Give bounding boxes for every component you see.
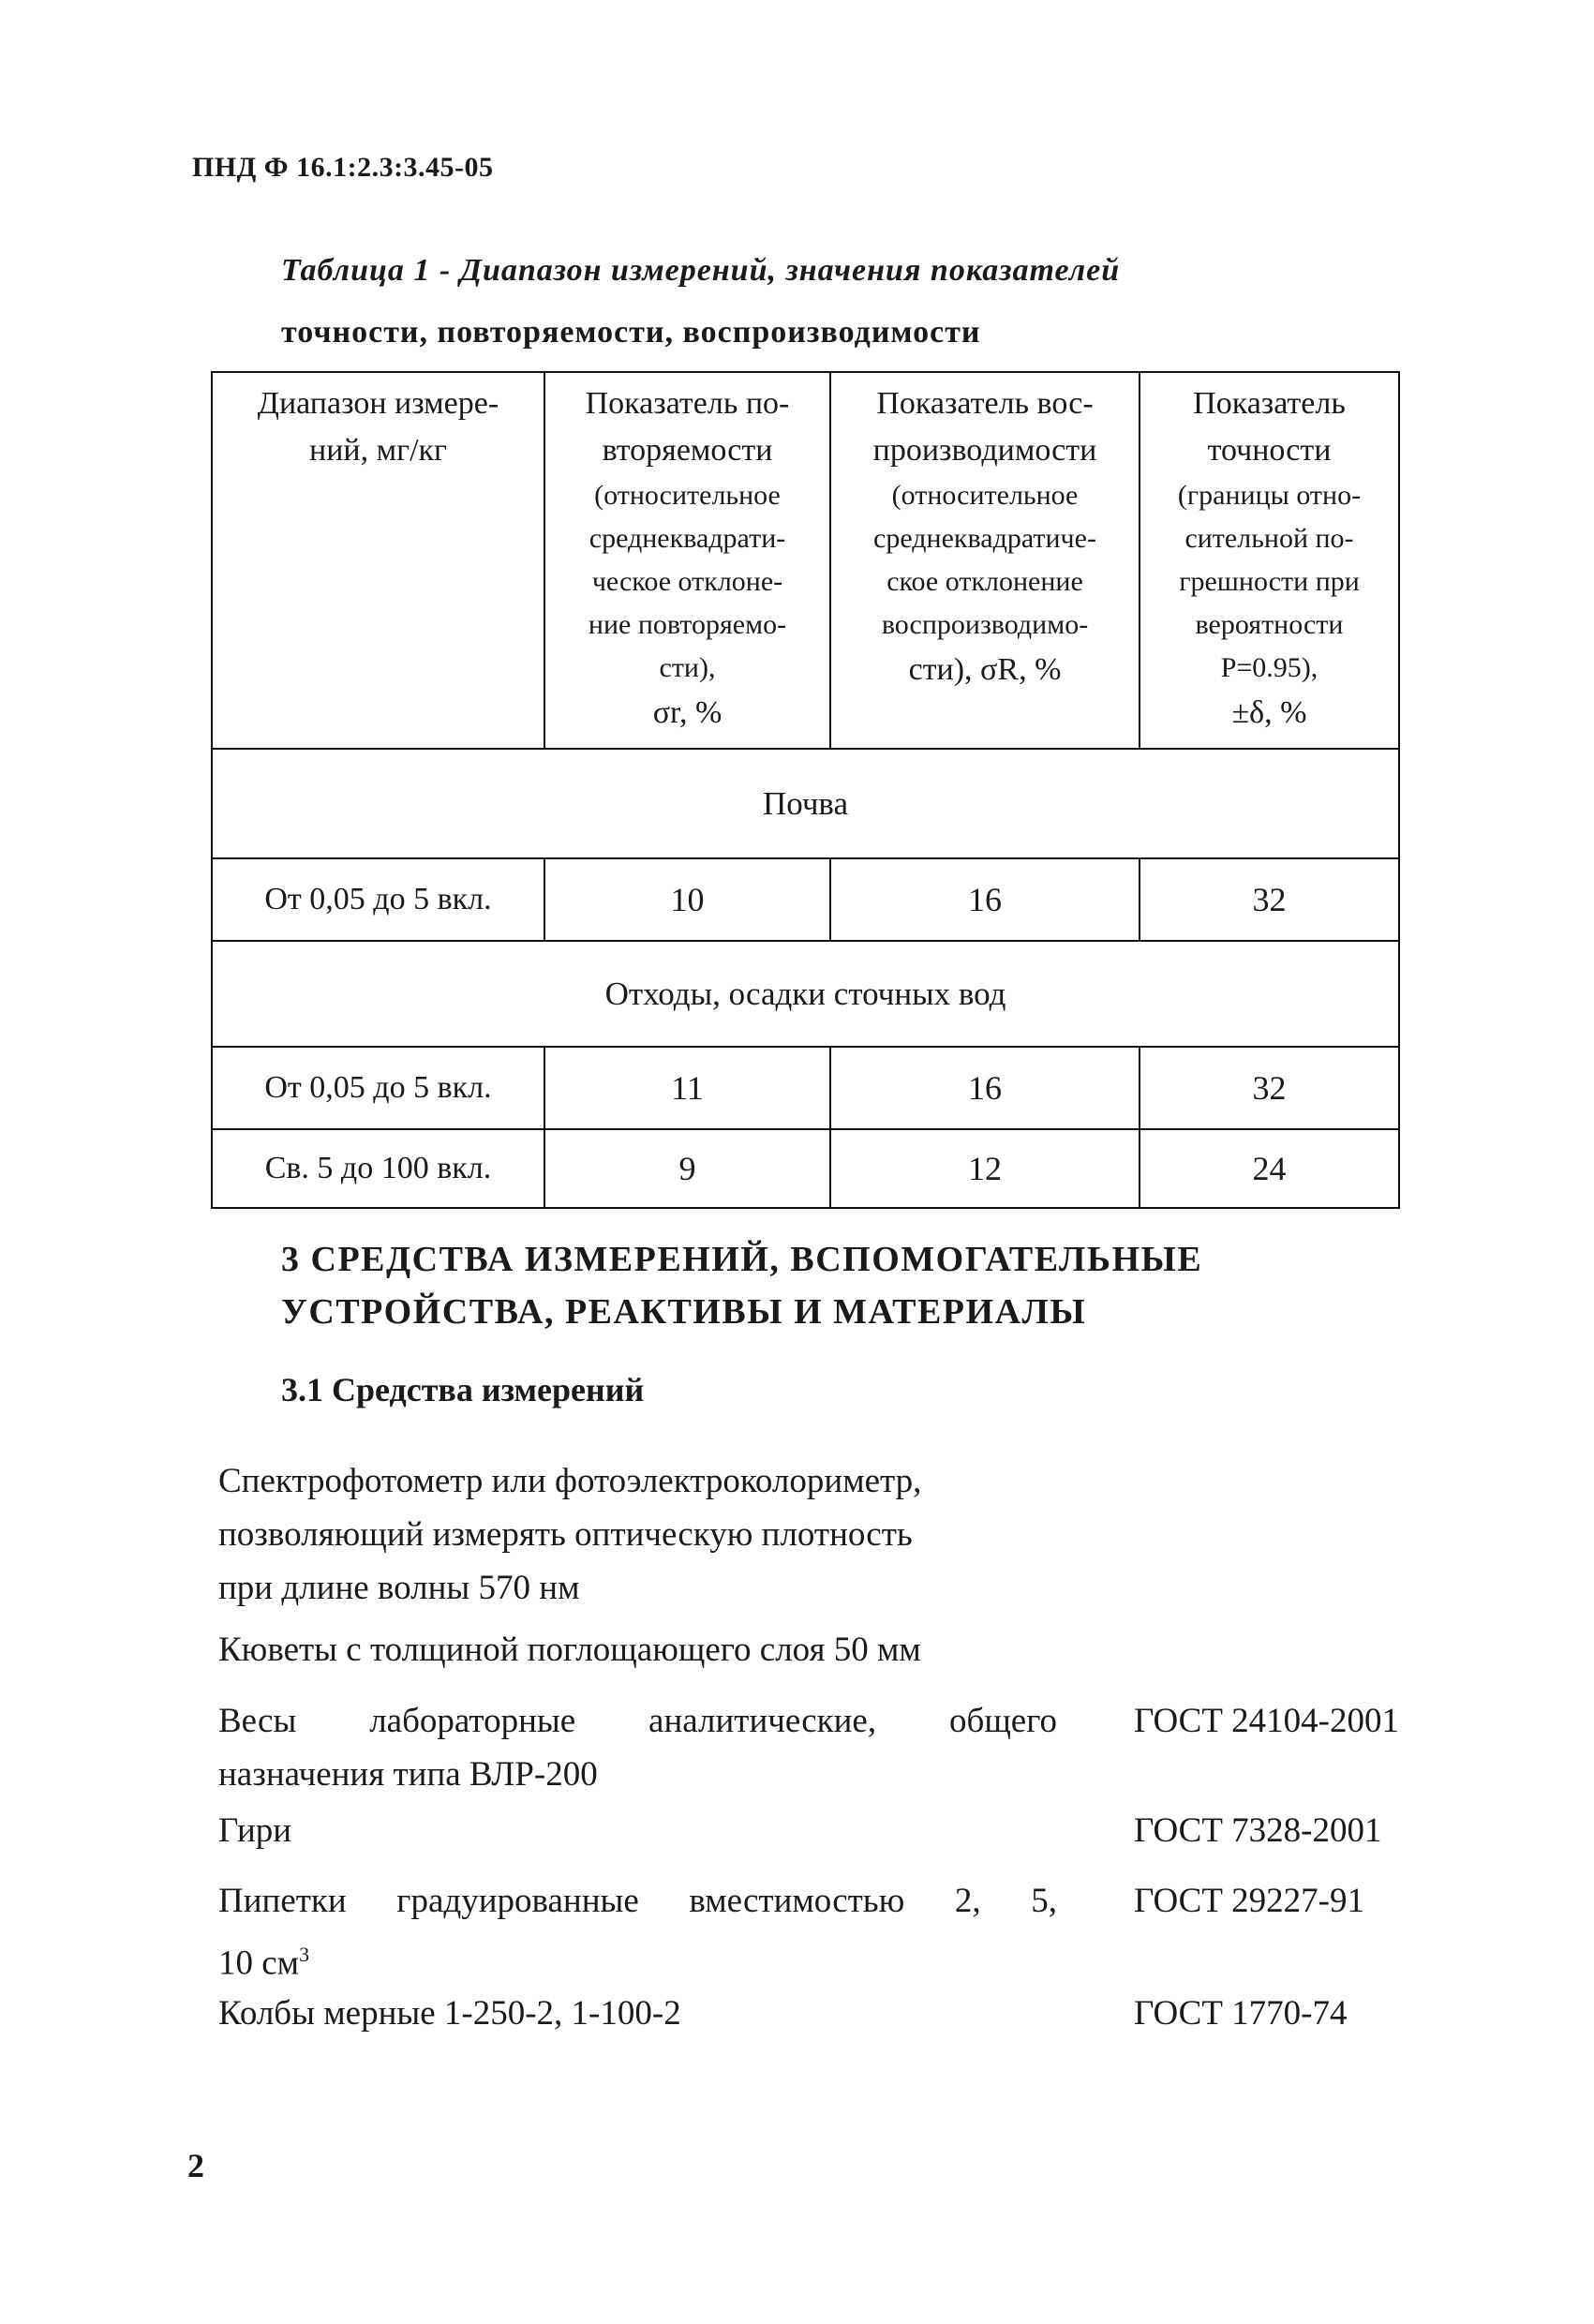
cell-reproducibility: 16: [830, 858, 1140, 941]
table-caption: [281, 240, 1359, 364]
section-soil: Почва: [212, 749, 1399, 858]
table-row: [212, 1047, 1399, 1129]
header-repeat-line1: Показатель по-: [585, 386, 790, 421]
header-range: [212, 372, 544, 749]
paragraph-line3: при длине волны 570 нм: [218, 1569, 580, 1607]
header-repeatability: [544, 372, 830, 749]
header-repeat-line7: сти),: [659, 652, 716, 683]
list-item: [218, 1874, 1057, 1989]
table-caption-line1: Таблица 1 - Диапазон измерений, значения показателей: [281, 253, 1121, 288]
section-title: [281, 1233, 1359, 1338]
header-repeat-line2: вторяемости: [602, 433, 773, 468]
table-row: [212, 858, 1399, 941]
header-range-line1: Диапазон измере-: [257, 386, 499, 421]
header-repeat-line6: ние повторяемо-: [588, 609, 787, 640]
item-line2: назначения типа ВЛР-200: [218, 1755, 598, 1794]
header-repeat-line3: (относительное: [594, 480, 781, 511]
header-accuracy-line6: вероятности: [1195, 609, 1344, 640]
cell-range: От 0,05 до 5 вкл.: [212, 858, 544, 941]
gost-reference: ГОСТ 29227-91: [1134, 1882, 1364, 1920]
gost-reference: ГОСТ 1770-74: [1134, 1994, 1348, 2033]
header-reprod-line1: Показатель вос-: [876, 386, 1094, 421]
cell-accuracy: 32: [1140, 1047, 1399, 1129]
paragraph-line2: позволяющий измерять оптическую плотность: [218, 1515, 913, 1554]
header-accuracy-line1: Показатель: [1193, 386, 1346, 421]
header-reprod-line2: производимости: [872, 433, 1097, 468]
instrument-paragraph: [218, 1454, 921, 1615]
cuvettes-line: Кюветы с толщиной поглощающего слоя 50 мм: [218, 1631, 921, 1669]
header-reprod-symbol: сти), σR, %: [908, 652, 1062, 687]
cell-repeatability: 11: [544, 1047, 830, 1129]
cell-reproducibility: 16: [830, 1047, 1140, 1129]
paragraph-line1: Спектрофотометр или фотоэлектроколориметр,: [218, 1462, 922, 1500]
header-reprod-line5: ское отклонение: [886, 566, 1083, 597]
header-accuracy-line5: грешности при: [1179, 566, 1360, 597]
subsection-title: 3.1 Средства измерений: [281, 1371, 645, 1408]
section-title-line2: УСТРОЙСТВА, РЕАКТИВЫ И МАТЕРИАЛЫ: [281, 1292, 1087, 1332]
cell-accuracy: 24: [1140, 1129, 1399, 1208]
list-item: Гири: [218, 1811, 292, 1850]
header-repeat-line4: среднеквадрати-: [588, 523, 786, 554]
cell-repeatability: 9: [544, 1129, 830, 1208]
table-section-row: [212, 749, 1399, 858]
header-repeat-symbol: σr, %: [652, 695, 723, 730]
header-range-line2: ний, мг/кг: [309, 433, 447, 468]
cell-range: От 0,05 до 5 вкл.: [212, 1047, 544, 1129]
header-accuracy-line4: сительной по-: [1184, 523, 1354, 554]
header-reprod-line4: среднеквадратиче-: [873, 523, 1096, 554]
table-row: [212, 1129, 1399, 1208]
measurement-table: [211, 371, 1400, 1209]
header-reprod-line6: воспроизводимо-: [881, 609, 1089, 640]
page-number: 2: [187, 2147, 204, 2184]
header-repeat-line5: ческое отклоне-: [591, 566, 783, 597]
table-header-row: [212, 372, 1399, 749]
header-accuracy: [1140, 372, 1399, 749]
header-reprod-line3: (относительное: [891, 480, 1079, 511]
item-line1: Весы лабораторные аналитические, общего: [218, 1702, 1057, 1740]
item-line2: [218, 1928, 1057, 1989]
header-reproducibility: [830, 372, 1140, 749]
cell-accuracy: 32: [1140, 858, 1399, 941]
document-code: ПНД Ф 16.1:2.3:3.45-05: [192, 152, 494, 183]
gost-reference: ГОСТ 7328-2001: [1134, 1811, 1382, 1850]
item-line1: Пипетки градуированные вместимостью 2, 5,: [218, 1882, 1057, 1920]
header-accuracy-line7: P=0.95),: [1220, 652, 1318, 683]
section-waste: Отходы, осадки сточных вод: [212, 941, 1399, 1047]
table-section-row: [212, 941, 1399, 1047]
cell-reproducibility: 12: [830, 1129, 1140, 1208]
section-title-line1: 3 СРЕДСТВА ИЗМЕРЕНИЙ, ВСПОМОГАТЕЛЬНЫЕ: [281, 1240, 1203, 1279]
cell-repeatability: 10: [544, 858, 830, 941]
cell-range: Св. 5 до 100 вкл.: [212, 1129, 544, 1208]
header-accuracy-line3: (границы отно-: [1177, 480, 1362, 511]
list-item: Колбы мерные 1-250-2, 1-100-2: [218, 1994, 681, 2033]
list-item: [218, 1694, 1057, 1801]
header-accuracy-line2: точности: [1207, 433, 1332, 468]
header-accuracy-symbol: ±δ, %: [1231, 695, 1307, 730]
item-line2-text: 10 см: [218, 1944, 300, 1983]
superscript-exponent: 3: [299, 1943, 310, 1966]
table-caption-line2: точности, повторяемости, воспроизводимости: [281, 315, 981, 350]
gost-reference: ГОСТ 24104-2001: [1134, 1702, 1399, 1740]
